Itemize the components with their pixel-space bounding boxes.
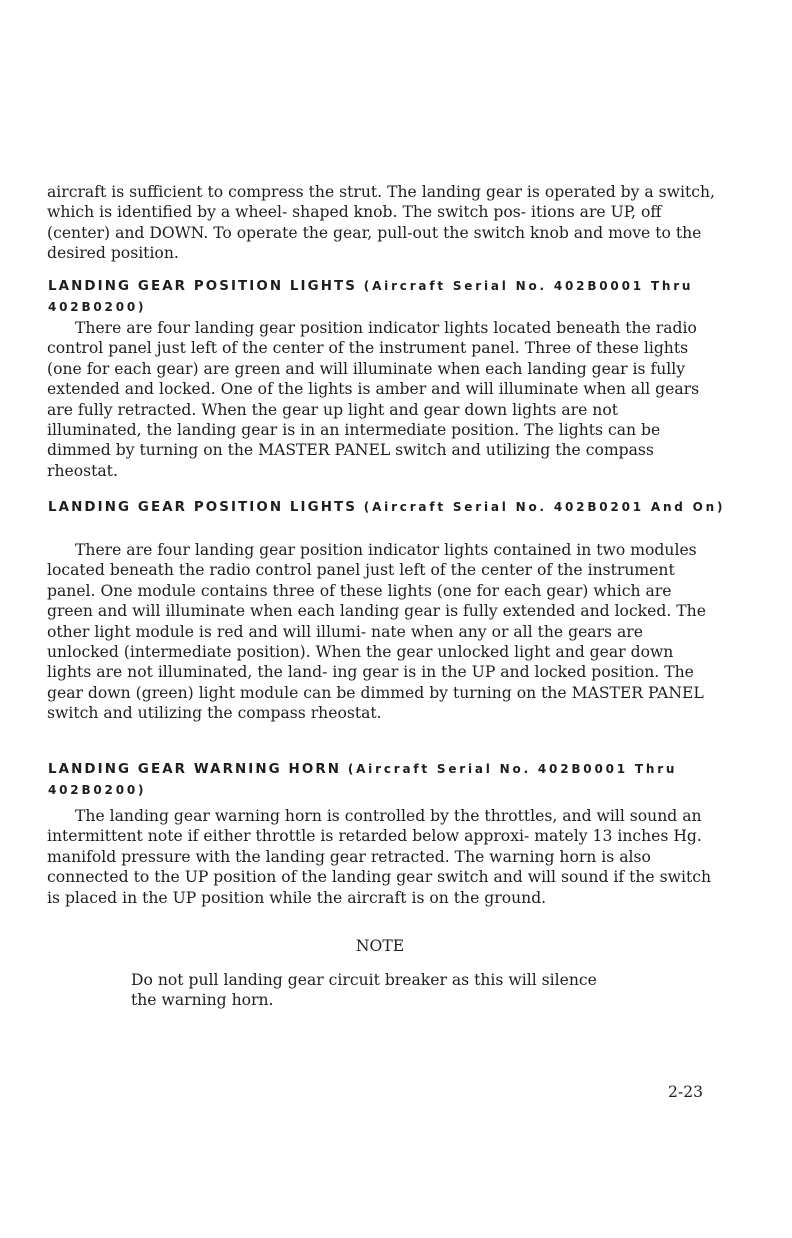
note-label: NOTE — [355, 937, 405, 955]
section-body-position-lights-late: There are four landing gear position indicator lights contained in two modules located beneath the radio control panel just left of the center of the instrument panel. One module contains three of these lights (one for each gear) which are green and will illuminate when each landing gear is fully extended and locked. The other light module is red and will illumi- nate when any or all the gears are unlocked (intermediate position). When the gear unlocked light and gear down lights are not illuminated, the land- ing gear is in the UP and locked position. The gear down (green) light module can be dimmed by turning on the MASTER PANEL switch and utilizing the compass rheostat. — [47, 541, 706, 723]
section-heading-main: LANDING GEAR POSITION LIGHTS — [48, 279, 358, 294]
section-heading-serial: (Aircraft Serial No. 402B0001 Thru 402B0200) — [48, 279, 694, 315]
section-heading-serial: (Aircraft Serial No. 402B0201 And On) — [363, 500, 726, 514]
page-number: 2-23 — [668, 1083, 704, 1101]
section-heading-serial: (Aircraft Serial No. 402B0001 Thru 402B0200) — [48, 762, 678, 798]
section-body-position-lights-early: There are four landing gear position indicator lights located beneath the radio control panel just left of the center of the instrument panel. Three of these lights (one for each gear) are green and will illuminate when each landing gear is fully extended and locked. One of the lights is amber and will illuminate when all gears are fully retracted. When the gear up light and gear down lights are not illuminated, the landing gear is in an intermediate position. The lights can be dimmed by turning on the MASTER PANEL switch and utilizing the compass rheostat. — [47, 319, 700, 480]
intro-paragraph: aircraft is sufficient to compress the strut. The landing gear is operated by a switch, which is identified by a wheel- shaped knob. The switch pos- itions are UP, off (center) and DOWN. To operate the gear, pull-out the switch knob and move to the desired position. — [47, 183, 715, 263]
section-heading-position-lights-early — [48, 276, 728, 319]
section-heading-warning-horn — [48, 759, 728, 802]
section-heading-main: LANDING GEAR POSITION LIGHTS — [48, 500, 358, 515]
section-body-warning-horn: The landing gear warning horn is controlled by the throttles, and will sound an intermittent note if either throttle is retarded below approxi- mately 13 inches Hg. manifold pressure with the landing gear retracted. The warning horn is also connected to the UP position of the landing gear switch and will sound if the switch is placed in the UP position while the aircraft is on the ground. — [47, 807, 711, 907]
section-heading-main: LANDING GEAR WARNING HORN — [48, 762, 342, 777]
note-text: Do not pull landing gear circuit breaker as this will silence the warning horn. — [131, 971, 597, 1010]
section-heading-position-lights-late — [48, 497, 728, 518]
